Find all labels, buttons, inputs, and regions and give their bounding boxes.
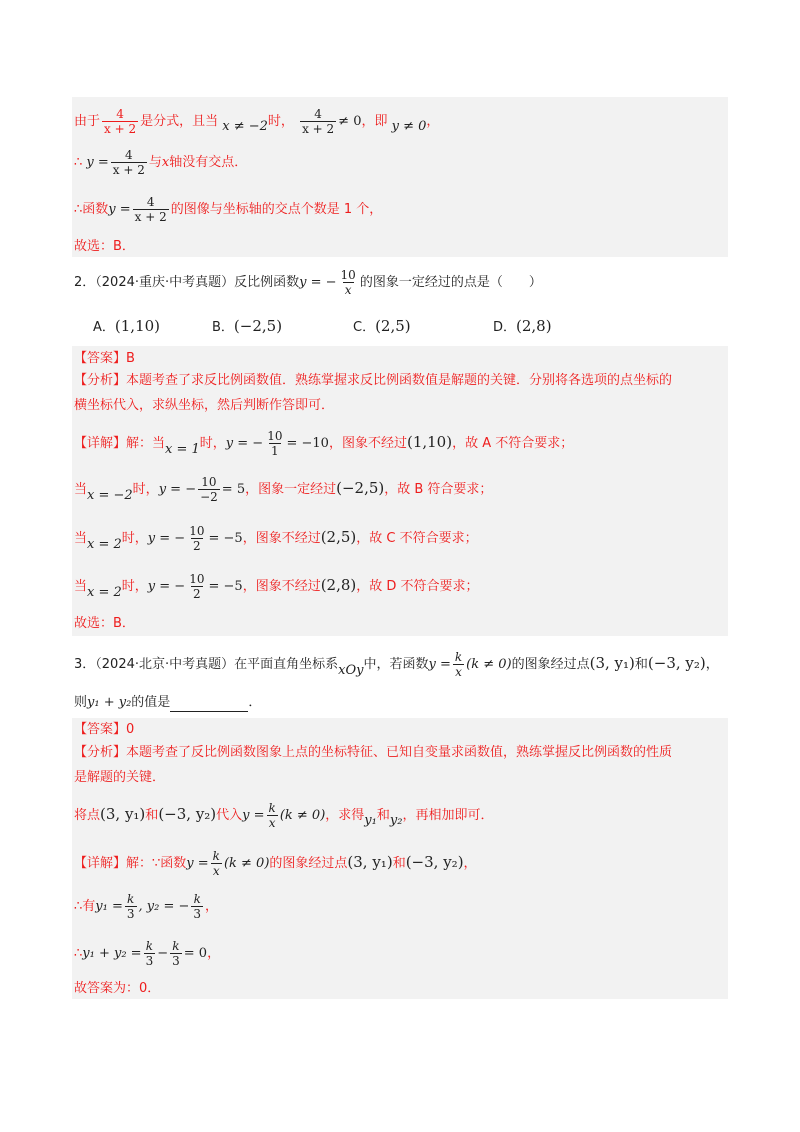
- q2-analysis: 【分析】本题考查了求反比例函数值．熟练掌握求反比例函数值是解题的关键．分别将各选项的点坐标的: [74, 373, 673, 388]
- q2-option-c: C．(2,5): [353, 317, 411, 335]
- fraction: $\frac{4}{x + 2}$: [104, 107, 137, 136]
- fraction: $\frac{k}{x}$: [268, 801, 276, 830]
- q3-approach: 将点(3, y₁)和(−3, y₂)代入y = $\frac{k}{x}$ (k ≠ 0)，求得y₁和y₂，再相加即可．: [74, 801, 494, 830]
- q3-analysis: 【分析】本题考查了反比例函数图象上点的坐标特征、已知自变量求函数值，熟练掌握反比例函数的性质: [74, 745, 673, 760]
- q3-answer: 【答案】0: [74, 722, 135, 737]
- q1-line-2: ∴ y = $\frac{4}{x + 2}$ 与x轴没有交点．: [74, 148, 248, 177]
- q2-detail-1: 【详解】解：当x = 1时，y = − $\frac{10}{1}$ = −10，图象不经过(1,10)，故 A 不符合要求；: [74, 429, 574, 458]
- q2-answer: 【答案】B: [74, 351, 135, 366]
- fraction: $\frac{10}{2}$: [189, 572, 205, 601]
- q2-option-a: A．(1,10): [93, 317, 161, 335]
- q2-final: 故选：B．: [74, 616, 135, 631]
- q3-detail-2: ∴有y₁ = $\frac{k}{3}$ , y₂ = − $\frac{k}{3}$ ，: [74, 892, 219, 921]
- q1-line-1: 由于 $\frac{4}{x + 2}$ 是分式，且当 x ≠ −2时， $\frac{4}{x + 2}$ ≠ 0，即 y ≠ 0，: [74, 107, 440, 136]
- answer-blank[interactable]: [170, 697, 248, 712]
- q3-detail-3: ∴y₁ + y₂ = $\frac{k}{3}$ − $\frac{k}{3}$ = 0，: [74, 939, 221, 968]
- q3-stem: 3．（2024·北京·中考真题）在平面直角坐标系xOy中，若函数y = $\frac{k}{x}$ (k ≠ 0)的图象经过点(3, y₁)和(−3, y₂)，: [74, 650, 719, 679]
- q3-ask: 则y₁ + y₂的值是 ．: [74, 695, 262, 710]
- fraction: $\frac{4}{x + 2}$: [134, 195, 167, 224]
- q2-detail-2: 当x = −2时，y = − $\frac{10}{-2}$ = 5，图象一定经过(−2,5)，故 B 符合要求；: [74, 475, 493, 504]
- q1-final: 故选：B．: [74, 239, 135, 254]
- fraction: $\frac{k}{3}$: [172, 939, 180, 968]
- fraction: $\frac{k}{x}$: [212, 849, 220, 878]
- q2-option-d: D．(2,8): [493, 317, 552, 335]
- q2-detail-3: 当x = 2时，y = − $\frac{10}{2}$ = −5，图象不经过(2,5)，故 C 不符合要求；: [74, 524, 478, 553]
- q2-detail-4: 当x = 2时，y = − $\frac{10}{2}$ = −5，图象不经过(2,8)，故 D 不符合要求；: [74, 572, 479, 601]
- fraction: $\frac{10}{x}$: [340, 268, 356, 297]
- q2-option-b: B．(−2,5): [212, 317, 283, 335]
- fraction: $\frac{k}{3}$: [145, 939, 154, 968]
- q3-analysis-cont: 是解题的关键．: [74, 770, 166, 785]
- q3-final: 故答案为：0．: [74, 981, 161, 996]
- fraction: $\frac{10}{2}$: [189, 524, 205, 553]
- fraction: $\frac{10}{1}$: [267, 429, 283, 458]
- fraction: $\frac{k}{3}$: [126, 892, 135, 921]
- q1-line-3: ∴函数y = $\frac{4}{x + 2}$ 的图像与坐标轴的交点个数是 1 个，: [74, 195, 383, 224]
- fraction: $\frac{4}{x + 2}$: [302, 107, 335, 136]
- q3-detail-1: 【详解】解：∵函数y = $\frac{k}{x}$ (k ≠ 0)的图象经过点(3, y₁)和(−3, y₂)，: [74, 849, 477, 878]
- fraction: $\frac{10}{-2}$: [200, 475, 218, 504]
- q2-stem: 2．（2024·重庆·中考真题）反比例函数y = − $\frac{10}{x}$ 的图象一定经过的点是（ ）: [74, 268, 542, 297]
- fraction: $\frac{k}{x}$: [454, 650, 463, 679]
- fraction: $\frac{4}{x + 2}$: [112, 148, 145, 177]
- q2-analysis-cont: 横坐标代入，求纵坐标，然后判断作答即可．: [74, 398, 335, 413]
- fraction: $\frac{k}{3}$: [193, 892, 202, 921]
